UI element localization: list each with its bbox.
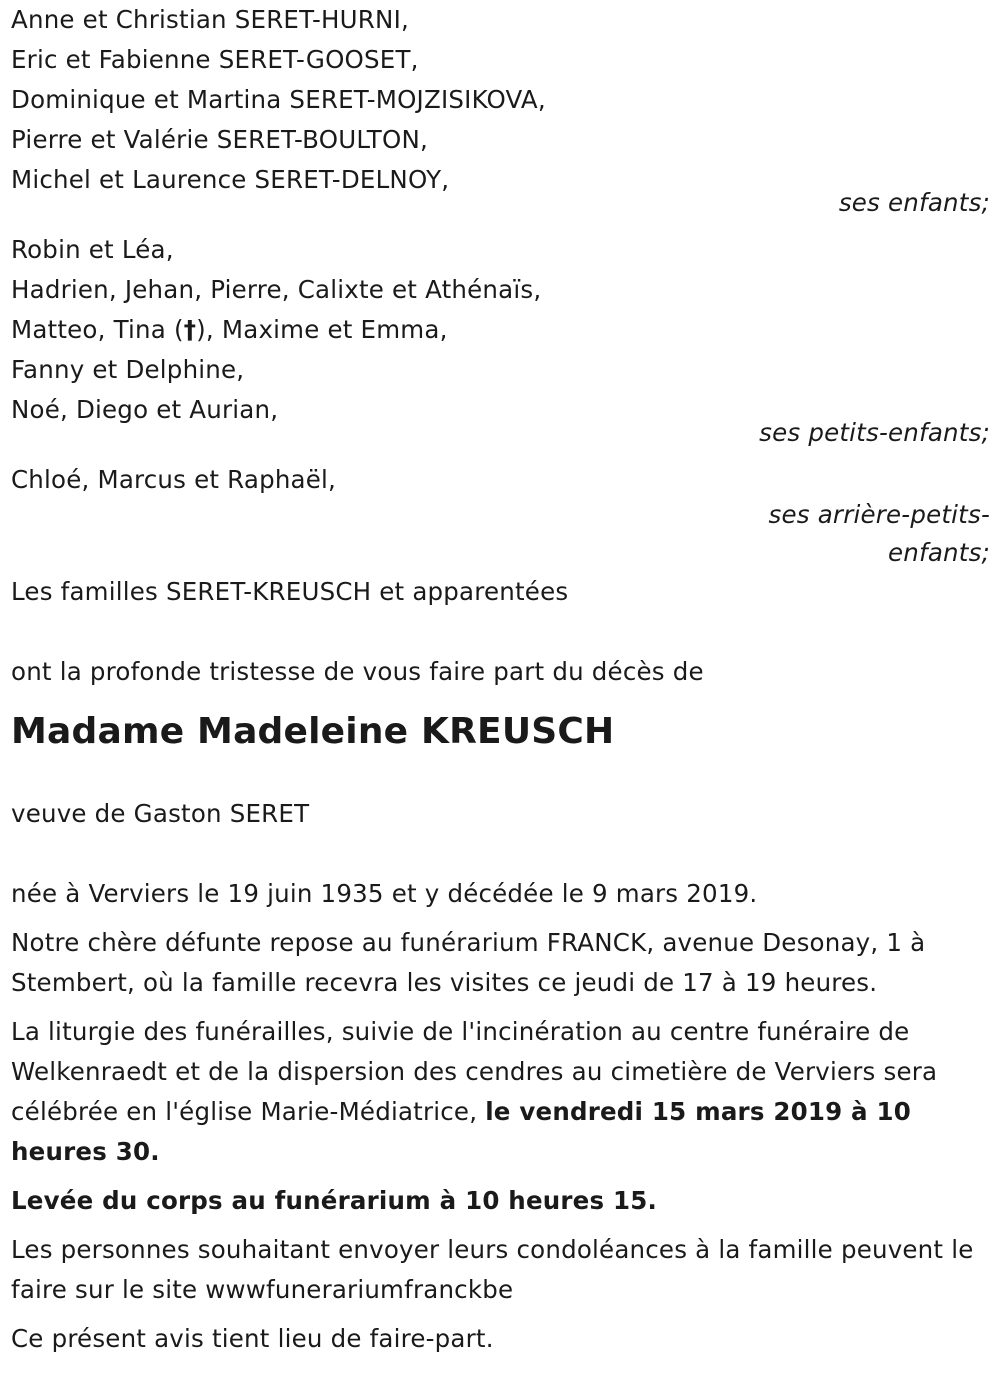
grandchildren-line-3-before: Matteo, Tina ( xyxy=(11,315,184,344)
deceased-name: Madame Madeleine KREUSCH xyxy=(11,711,615,752)
great-grandchildren-role-line-1: ses arrière-petits- xyxy=(768,500,990,529)
announcement-line: ont la profonde tristesse de vous faire part du décès de xyxy=(11,657,704,686)
grandchildren-line-4: Fanny et Delphine, xyxy=(11,355,245,384)
children-line-2: Eric et Fabienne SERET-GOOSET, xyxy=(11,45,419,74)
children-line-3: Dominique et Martina SERET-MOJZISIKOVA, xyxy=(11,85,546,114)
children-line-1: Anne et Christian SERET-HURNI, xyxy=(11,5,409,34)
children-role-label: ses enfants; xyxy=(838,188,990,217)
levee-paragraph: Levée du corps au funérarium à 10 heures 15. xyxy=(11,1186,658,1215)
resting-paragraph: Notre chère défunte repose au funérarium FRANCK, avenue Desonay, 1 à Stembert, où la famille recevra les visites ce jeudi de 17 à 19 heures. xyxy=(11,928,926,997)
children-line-5: Michel et Laurence SERET-DELNOY, xyxy=(11,165,450,194)
deceased-cross-icon: † xyxy=(183,315,197,344)
great-grandchildren-role-label xyxy=(11,496,990,572)
grandchildren-line-3 xyxy=(11,310,990,350)
great-grandchildren-role-line-2: enfants; xyxy=(888,538,990,567)
grandchildren-role-label: ses petits-enfants; xyxy=(759,418,990,447)
grandchildren-line-1: Robin et Léa, xyxy=(11,235,174,264)
grandchildren-line-3-after: ), Maxime et Emma, xyxy=(196,315,448,344)
birth-death-paragraph: née à Verviers le 19 juin 1935 et y décédée le 9 mars 2019. xyxy=(11,879,758,908)
liturgy-date: le vendredi 15 mars 2019 à 10 heures 30. xyxy=(11,1097,912,1166)
grandchildren-list xyxy=(11,230,990,430)
grandchildren-line-5: Noé, Diego et Aurian, xyxy=(11,395,279,424)
great-grandchildren-line: Chloé, Marcus et Raphaël, xyxy=(11,465,337,494)
liturgy-paragraph xyxy=(11,1012,990,1172)
grandchildren-line-2: Hadrien, Jehan, Pierre, Calixte et Athénaïs, xyxy=(11,275,542,304)
children-list xyxy=(11,0,990,200)
closing-paragraph: Ce présent avis tient lieu de faire-part. xyxy=(11,1324,494,1353)
widow-of-line: veuve de Gaston SERET xyxy=(11,799,310,828)
families-line: Les familles SERET-KREUSCH et apparentées xyxy=(11,577,569,606)
condolences-paragraph: Les personnes souhaitant envoyer leurs condoléances à la famille peuvent le faire sur le site wwwfunerariumfranckbe xyxy=(11,1235,974,1304)
liturgy-text: La liturgie des funérailles, suivie de l'incinération au centre funéraire de Welkenraedt et de la dispersion des cendres au cimetière de Verviers sera célébrée en l'église Marie-Médiatrice, xyxy=(11,1017,938,1126)
children-line-4: Pierre et Valérie SERET-BOULTON, xyxy=(11,125,428,154)
